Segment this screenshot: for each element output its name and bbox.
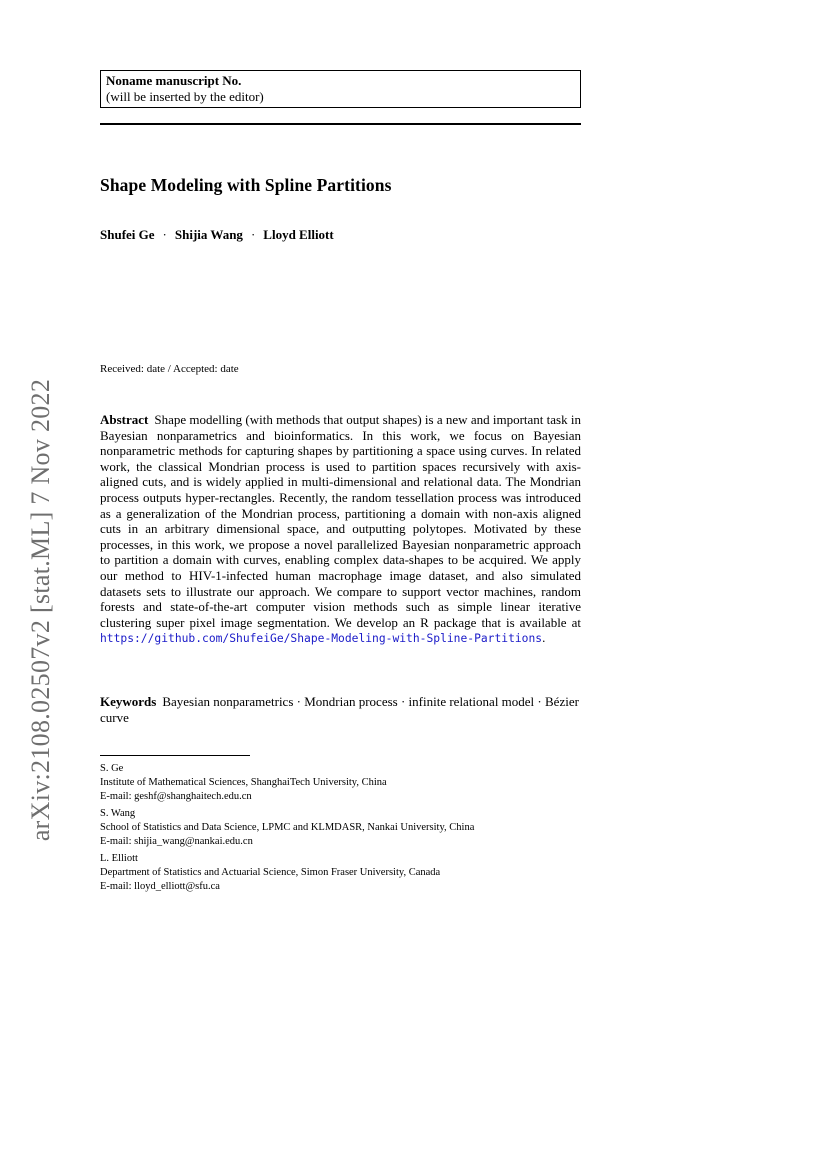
- affiliation-name: L. Elliott: [100, 853, 138, 864]
- abstract-section: [100, 412, 581, 647]
- author-list: [100, 227, 334, 243]
- header-rule: [100, 123, 581, 125]
- affiliation-name: S. Wang: [100, 808, 136, 819]
- affiliation-block: [100, 762, 581, 804]
- editor-note: (will be inserted by the editor): [106, 88, 264, 104]
- repository-link[interactable]: https://github.com/ShufeiGe/Shape-Modeling-with-Spline-Partitions: [100, 632, 543, 646]
- abstract-body: Shape modelling (with methods that output shapes) is a new and important task in Bayesian nonparametrics and bioinformatics. In this work, we focus on Bayesian nonparametric methods for capturing shapes by partitioning a space using curves. In related work, the classical Mondrian process is used to partition spaces recursively with axis-aligned cuts, and is widely applied in multi-dimensional and relational data. The Mondrian process outputs hyper-rectangles. Recently, the random tessellation process was introduced as a generalization of the Mondrian process, partitioning a domain with non-axis aligned cuts in an arbitrary dimensional space, and outputting polytopes. Motivated by these processes, in this work, we propose a novel parallelized Bayesian nonparametric approach to partition a domain with curves, enabling complex data-shapes to be acquired. We apply our method to HIV-1-infected human macrophage image dataset, and also simulated datasets sets to illustrate our approach. We compare to support vector machines, random forests and state-of-the-art computer vision methods such as simple linear iterative clustering super pixel image segmentation. We develop an R package that is available at: [100, 412, 581, 630]
- paper-title: Shape Modeling with Spline Partitions: [100, 175, 392, 195]
- abstract-end: .: [542, 630, 546, 646]
- author-name: Shijia Wang: [174, 227, 243, 242]
- affiliation-block: [100, 852, 581, 894]
- author-name: Shufei Ge: [100, 227, 155, 242]
- footnote-rule: [100, 755, 250, 756]
- affiliation-institution: Department of Statistics and Actuarial Science, Simon Fraser University, Canada: [100, 867, 441, 878]
- affiliation-institution: Institute of Mathematical Sciences, ShanghaiTech University, China: [100, 777, 387, 788]
- affiliation-email: E-mail: geshf@shanghaitech.edu.cn: [100, 791, 252, 802]
- keywords-heading: Keywords: [100, 694, 157, 709]
- author-separator: ·: [162, 227, 167, 242]
- manuscript-number-label: Noname manuscript No.: [106, 73, 242, 88]
- received-accepted-line: Received: date / Accepted: date: [100, 363, 239, 375]
- editor-box: [100, 70, 581, 108]
- keywords-body: Bayesian nonparametrics · Mondrian process · infinite relational model · Bézier curve: [100, 694, 579, 725]
- affiliation-name: S. Ge: [100, 763, 124, 774]
- affiliation-email: E-mail: lloyd_elliott@sfu.ca: [100, 881, 220, 892]
- affiliation-email: E-mail: shijia_wang@nankai.edu.cn: [100, 836, 253, 847]
- arxiv-identifier-text: arXiv:2108.02507v2 [stat.ML] 7 Nov 2022: [26, 378, 56, 842]
- keywords-section: [100, 694, 581, 726]
- author-name: Lloyd Elliott: [263, 227, 334, 242]
- author-separator: ·: [250, 227, 256, 242]
- affiliation-institution: School of Statistics and Data Science, LPMC and KLMDASR, Nankai University, China: [100, 822, 475, 833]
- arxiv-side-identifier: [22, 360, 60, 860]
- affiliation-block: [100, 807, 581, 849]
- abstract-heading: Abstract: [100, 412, 149, 427]
